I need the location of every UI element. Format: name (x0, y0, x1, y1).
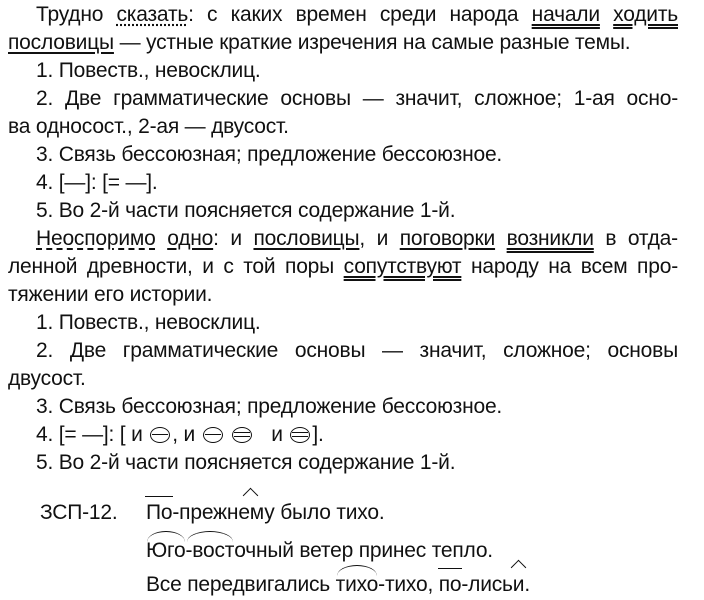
zsp-label: ЗСП-12. (40, 501, 118, 524)
scheme-predicate: = — (107, 171, 147, 194)
scheme-text: ]: [ (85, 171, 108, 194)
text-line (8, 30, 630, 56)
text: . (524, 573, 530, 596)
scheme-text: ]. (146, 171, 158, 194)
scheme-text: 4. [ (36, 423, 65, 446)
text: -лись (461, 573, 513, 596)
analysis-item: 3. Связь бессоюзная; предложение бессоюзное. (36, 395, 503, 418)
subject-circle-icon (203, 427, 223, 443)
text: -тихо, (378, 573, 434, 596)
text: Все передвигались (146, 573, 331, 596)
subject-word: пословицы (253, 227, 360, 250)
subject-word: пословицы (8, 31, 114, 54)
analysis-item: 3. Связь бессоюзная; предложение бессоюзное. (36, 143, 503, 166)
text: , и (359, 227, 389, 250)
scheme-text: 4. [ (36, 171, 65, 194)
root-mark: Юго (146, 539, 186, 562)
text: : и (213, 227, 242, 250)
scheme-predicate: = — (64, 423, 103, 446)
analysis-item: ва односост., 2-ая — двусост. (8, 115, 289, 138)
word: Трудно (36, 3, 104, 26)
analysis-item: двусост. (8, 367, 86, 390)
scheme-subject: — (64, 171, 86, 194)
predicate-word: ходить (613, 3, 678, 26)
text: -преж (172, 501, 227, 524)
root-mark: -вост (185, 539, 235, 562)
predicate-circle-icon (290, 427, 310, 443)
predicate-word: начали (531, 3, 600, 26)
analysis-item: 5. Во 2-й части поясняется содержание 1-й. (36, 451, 456, 474)
text: в отда- (605, 227, 678, 250)
text: : с каких времен среди народа (188, 3, 519, 26)
predicate-word: возникли (506, 227, 594, 250)
zsp-row (146, 500, 384, 526)
zsp-row (146, 572, 530, 598)
analysis-item: 5. Во 2-й части поясняется содержание 1-й. (36, 199, 456, 222)
text-line (36, 226, 678, 252)
predicate-word: сопутствуют (343, 255, 462, 278)
zsp-row (146, 538, 493, 564)
prefix-mark: по (438, 573, 462, 596)
scheme-line (36, 170, 158, 196)
analysis-item: 1. Повеств., невосклиц. (36, 59, 261, 82)
scheme-text: ]: [ и (102, 423, 143, 446)
text: было тихо. (280, 501, 385, 524)
scheme-text: ]. (312, 423, 324, 446)
text-line (8, 254, 678, 280)
adverb-word: Неоспоримо (36, 227, 156, 250)
text: очный ветер принес тепло. (234, 539, 493, 562)
prefix-mark: По (146, 501, 173, 524)
subject-word: поговорки (399, 227, 496, 250)
predicate-circle-icon (232, 427, 252, 443)
text: народу на всем про- (470, 255, 678, 278)
analysis-item: 2. Две грамматические основы — значит, сложное; 1-ая осно- (36, 87, 678, 110)
text: — устные краткие изречения на самые разные темы. (119, 31, 631, 54)
suffix-mark: и (512, 573, 525, 596)
subject-word: одно (167, 227, 214, 250)
text: ленной древности, и с той поры (8, 255, 335, 278)
suffix-mark: нему (226, 501, 275, 524)
analysis-item: 2. Две грамматические основы — значит, сложное; основы (36, 339, 678, 362)
scheme-line (36, 422, 324, 448)
text-line (36, 2, 678, 28)
analysis-item: 1. Повеств., невосклиц. (36, 311, 261, 334)
predicate-word: сказать (116, 3, 189, 26)
text-line: тяжении его истории. (8, 283, 213, 306)
subject-circle-icon (150, 427, 170, 443)
scheme-text: , и (172, 423, 196, 446)
root-mark: тихо (335, 573, 379, 596)
scheme-text: и (271, 423, 283, 446)
